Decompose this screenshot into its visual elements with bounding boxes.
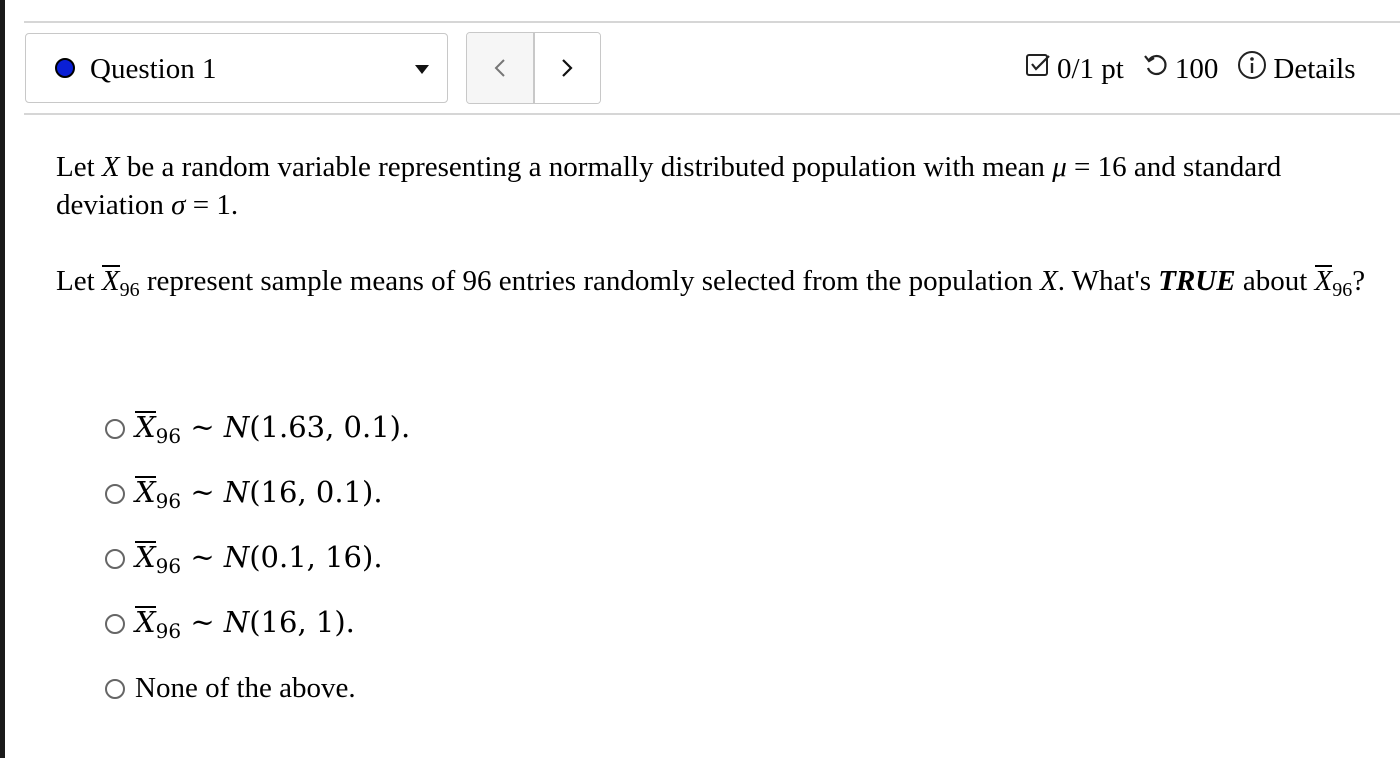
question-paragraph-2: Let $X_{96}$ represent sample means of 96 entries randomly selected from the population X. What's TRUE about $X_{96}$? <box>56 265 1366 301</box>
answer-options <box>105 396 410 721</box>
answer-option[interactable]: $X_{96}$ ~ N(0.1, 16). <box>105 526 410 591</box>
chevron-left-icon <box>492 56 508 80</box>
radio-button[interactable] <box>105 484 125 504</box>
radio-button[interactable] <box>105 419 125 439</box>
chevron-right-icon <box>559 56 575 80</box>
previous-question-button[interactable] <box>467 33 533 103</box>
radio-button[interactable] <box>105 679 125 699</box>
answer-option[interactable]: $X_{96}$ ~ N(16, 1). <box>105 591 410 656</box>
checkbox-icon <box>1024 51 1052 87</box>
score-value: 0/1 pt <box>1057 52 1124 85</box>
details-link[interactable]: Details <box>1273 52 1356 85</box>
answer-option[interactable]: $X_{96}$ ~ N(16, 0.1). <box>105 461 410 526</box>
question-paragraph-1: Let X be a random variable representing a normally distributed population with mean μ = 16 and standard deviation σ = 1. <box>56 151 1282 221</box>
caret-down-icon <box>415 65 429 74</box>
info-icon[interactable] <box>1236 49 1268 89</box>
question-navigation <box>466 32 601 104</box>
radio-button[interactable] <box>105 614 125 634</box>
top-divider <box>24 21 1400 23</box>
header-divider <box>24 113 1400 115</box>
answer-option-none[interactable]: None of the above. <box>105 656 410 721</box>
attempts-value: 100 <box>1174 52 1219 85</box>
next-question-button[interactable] <box>533 33 601 103</box>
retry-icon <box>1142 51 1170 87</box>
question-selector-label: Question 1 <box>90 53 217 85</box>
question-status-dot <box>55 58 75 78</box>
radio-button[interactable] <box>105 549 125 569</box>
question-header <box>0 0 1400 116</box>
question-selector[interactable] <box>25 33 448 103</box>
question-body <box>56 148 1386 309</box>
question-status-bar <box>1024 50 1356 88</box>
answer-option[interactable]: $X_{96}$ ~ N(1.63, 0.1). <box>105 396 410 461</box>
